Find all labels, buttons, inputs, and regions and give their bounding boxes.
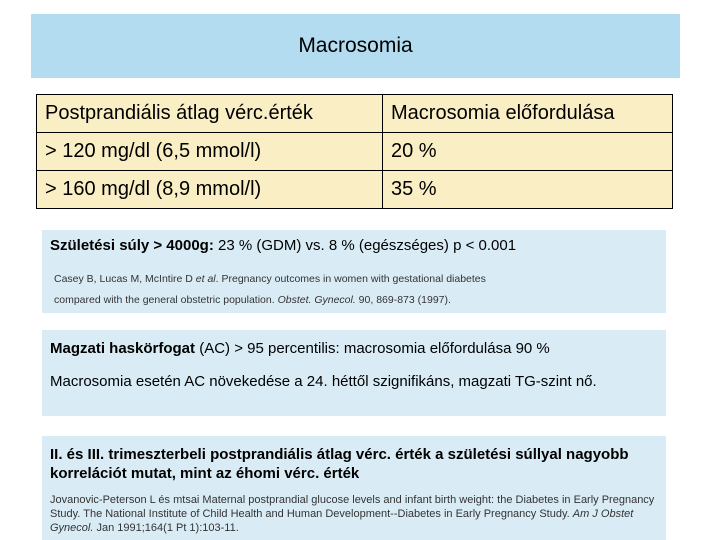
macrosomia-table	[36, 94, 673, 209]
abdominal-circumference-box	[42, 330, 666, 416]
trimester-bold-text: II. és III. trimeszterbeli postprandiális átlag vérc. érték a születési súllyal nagyobb korrelációt mutat, mint az éhomi vérc. érték	[50, 446, 629, 482]
reference-text: Jovanovic-Peterson L és mtsai Maternal postprandial glucose levels and infant birth weight: the Diabetes in Early Pregnancy Study. The National Institute of Child Health and Human Development--Diabetes in Early Pregnancy Study.	[50, 494, 655, 520]
title-bar	[31, 14, 680, 78]
table-cell: > 160 mg/dl (8,9 mmol/l)	[37, 171, 383, 209]
ac-label: Magzati haskörfogat	[50, 340, 196, 357]
reference-text: . Pregnancy outcomes in women with gestational diabetes	[215, 273, 486, 285]
ac-statement	[50, 339, 662, 358]
birth-weight-text: 23 % (GDM) vs. 8 % (egészséges) p < 0.001	[213, 237, 517, 254]
birth-weight-statement	[50, 236, 662, 255]
trimester-box	[42, 436, 666, 540]
reference-italic: et al	[195, 273, 216, 285]
reference-casey-line2	[54, 293, 662, 307]
table-cell: 20 %	[383, 133, 673, 171]
reference-text: compared with the general obstetric population.	[54, 294, 278, 306]
table-header-row	[37, 95, 673, 133]
table-header-cell: Postprandiális átlag vérc.érték	[37, 95, 383, 133]
table-row	[37, 133, 673, 171]
reference-casey-line1	[54, 272, 662, 286]
ac-paragraph: Macrosomia esetén AC növekedése a 24. héttől szignifikáns, magzati TG-szint nő.	[50, 373, 597, 390]
reference-text: Jan 1991;164(1 Pt 1):103-11.	[93, 522, 239, 534]
reference-journal: Am J Obstet Gynecol.	[50, 508, 634, 534]
page-title: Macrosomia	[298, 34, 413, 57]
table-header-cell: Macrosomia előfordulása	[383, 95, 673, 133]
table-cell: > 120 mg/dl (6,5 mmol/l)	[37, 133, 383, 171]
table-row	[37, 171, 673, 209]
birth-weight-box	[42, 230, 666, 313]
trimester-statement	[50, 445, 650, 483]
ac-text: (AC) > 95 percentilis: macrosomia előfordulása 90 %	[195, 340, 550, 357]
reference-journal: Obstet. Gynecol.	[277, 294, 356, 306]
reference-jovanovic	[50, 493, 662, 535]
reference-text: Casey B, Lucas M, McIntire D	[54, 273, 196, 285]
birth-weight-label: Születési súly > 4000g:	[50, 237, 214, 254]
reference-text: 90, 869-873 (1997).	[355, 294, 451, 306]
table-cell: 35 %	[383, 171, 673, 209]
